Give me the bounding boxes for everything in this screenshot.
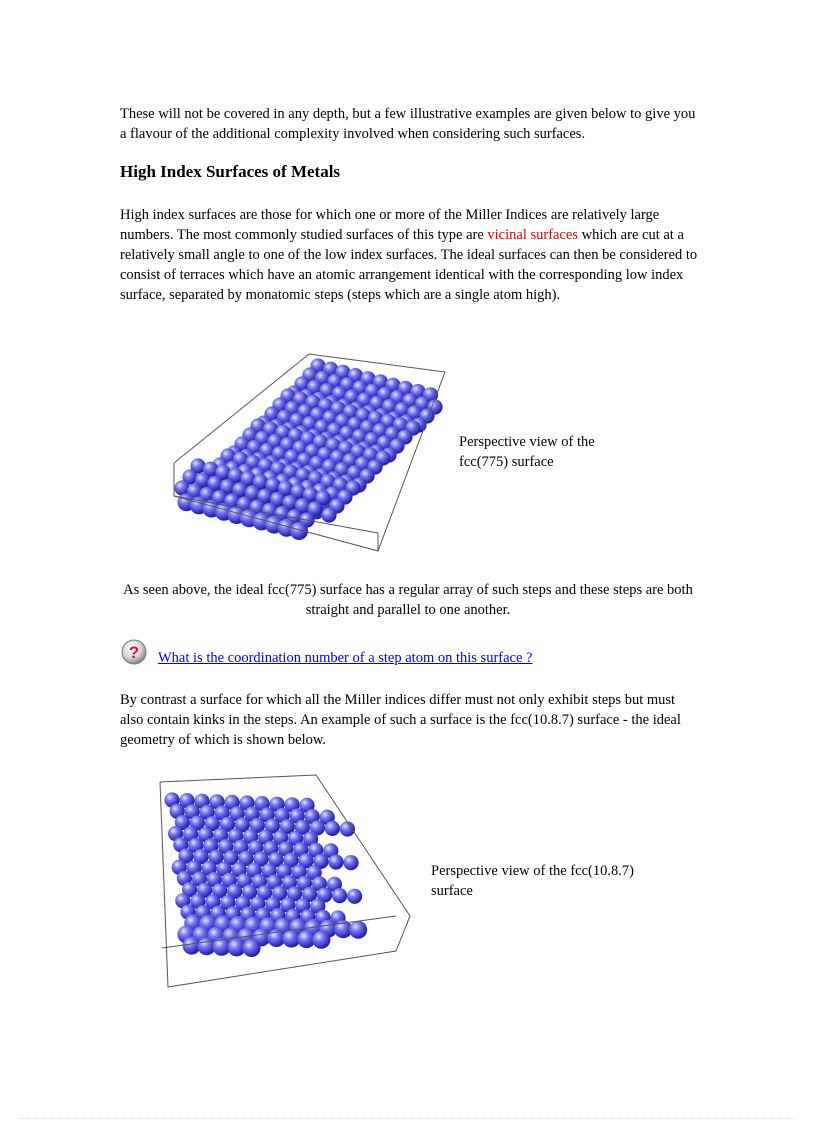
high-index-paragraph <box>120 205 700 305</box>
atom-sphere <box>325 821 340 836</box>
kinks-paragraph: By contrast a surface for which all the Miller indices differ must not only exhibit steps but must also contain kinks in the steps. An example of such a surface is the fcc(10.8.7) surface - the ideal geometry of which is shown below. <box>120 692 681 748</box>
paragraph-text-part1: High index surfaces are those for which one or more of the Miller Indices are relatively large numbers. The most commonly studied surfaces of this type are <box>120 207 660 243</box>
atom-sphere <box>328 854 343 869</box>
atom-sphere <box>349 921 367 939</box>
intro-paragraph: These will not be covered in any depth, but a few illustrative examples are given below to give you a flavour of the additional complexity involved when considering such surfaces. <box>120 106 696 142</box>
page-divider <box>20 1118 796 1119</box>
steps-observation: As seen above, the ideal fcc(775) surface has a regular array of such steps and these steps are both straight and parallel to one another. <box>123 582 693 618</box>
figure1-caption: Perspective view of the fcc(775) surface <box>459 434 595 470</box>
coordination-number-link[interactable]: What is the coordination number of a step atom on this surface ? <box>158 650 533 666</box>
atom-sphere <box>340 821 355 836</box>
atom-sphere <box>243 939 261 957</box>
question-mark-icon[interactable] <box>120 638 148 666</box>
section-heading: High Index Surfaces of Metals <box>120 162 341 181</box>
paragraph-text-part2: which are cut at a relatively small angle to one of the low index surfaces. The ideal surfaces can then be considered to consist of terraces which have an atomic arrangement identical with the corresponding low index surface, separated by monatomic steps (steps which are a single atom high). <box>120 227 698 303</box>
atom-sphere <box>321 507 336 522</box>
figure2-caption: Perspective view of the fcc(10.8.7) surface <box>431 863 634 899</box>
fcc775-surface-figure <box>168 348 453 563</box>
vicinal-surfaces-highlight: vicinal surfaces <box>487 227 578 243</box>
atom-sphere <box>343 855 358 870</box>
svg-text:?: ? <box>128 643 140 662</box>
atom-sphere <box>347 889 362 904</box>
fcc1087-surface-figure <box>150 768 420 993</box>
atom-sphere <box>312 931 330 949</box>
atom-sphere <box>332 888 347 903</box>
